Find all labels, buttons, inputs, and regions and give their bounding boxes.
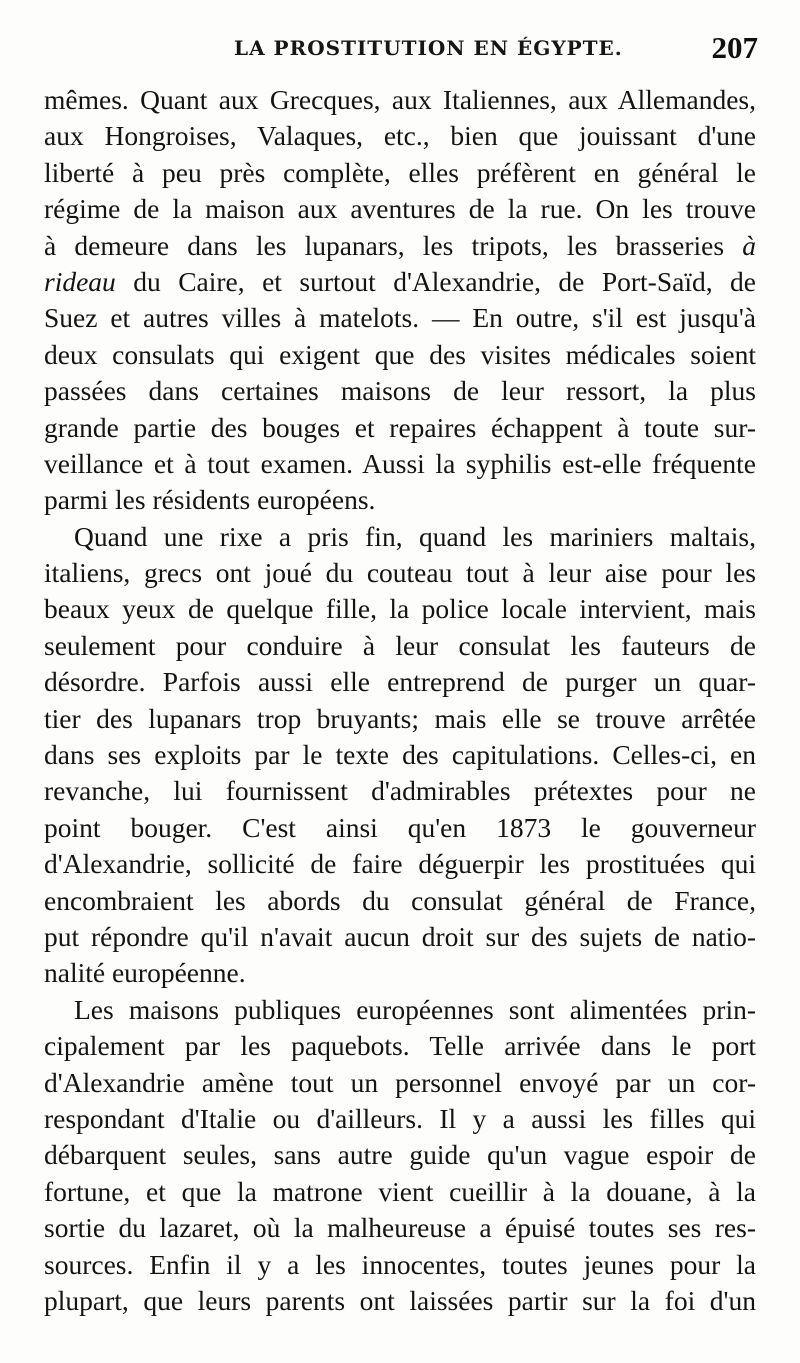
text-line: sortie du lazaret, où la malheureuse a épuisé toutes ses res- [44, 1212, 756, 1244]
body-text [44, 82, 756, 1319]
text-line: Suez et autres villes à matelots. — En outre, s'il est jusqu'à [44, 302, 756, 334]
text-line: passées dans certaines maisons de leur ressort, la plus [44, 375, 756, 407]
text-line: à demeure dans les lupanars, les tripots, les brasseries à [44, 229, 756, 261]
running-title: LA PROSTITUTION EN ÉGYPTE. [234, 36, 623, 60]
text-line: mêmes. Quant aux Grecques, aux Italiennes, aux Allemandes, [44, 84, 756, 115]
text-line: rideau du Caire, et surtout d'Alexandrie, de Port-Saïd, de [44, 265, 756, 297]
text-line: dans ses exploits par le texte des capitulations. Celles-ci, en [44, 739, 756, 771]
text-line: put répondre qu'il n'avait aucun droit sur des sujets de natio- [44, 920, 756, 952]
text-line: liberté à peu près complète, elles préfèrent en général le [44, 156, 756, 188]
text-line: plupart, que leurs parents ont laissées partir sur la foi d'un [44, 1284, 756, 1316]
text-line: Les maisons publiques européennes sont alimentées prin- [74, 993, 756, 1025]
text-line: respondant d'Italie ou d'ailleurs. Il y a aussi les filles qui [44, 1102, 756, 1134]
text-line: beaux yeux de quelque fille, la police locale intervient, mais [44, 593, 756, 625]
text-line: tier des lupanars trop bruyants; mais elle se trouve arrêtée [44, 702, 756, 734]
paragraph-2 [44, 519, 756, 992]
text-line: d'Alexandrie amène tout un personnel envoyé par un cor- [44, 1066, 756, 1098]
text-line: d'Alexandrie, sollicité de faire déguerpir les prostituées qui [44, 848, 756, 880]
paragraph-1 [44, 82, 756, 519]
text-line: désordre. Parfois aussi elle entreprend de purger un quar- [44, 666, 756, 698]
text-line: débarquent seules, sans autre guide qu'un vague espoir de [44, 1139, 756, 1171]
text-line: Quand une rixe a pris fin, quand les mariniers maltais, [74, 520, 756, 552]
text-line: nalité européenne. [44, 957, 246, 989]
text-line: régime de la maison aux aventures de la rue. On les trouve [44, 193, 756, 225]
text-line: grande partie des bouges et repaires échappent à toute sur- [44, 411, 756, 443]
text-line: veillance et à tout examen. Aussi la syphilis est-elle fréquente [44, 447, 756, 479]
text-line: cipalement par les paquebots. Telle arrivée dans le port [44, 1030, 756, 1062]
text-line: deux consulats qui exigent que des visites médicales soient [44, 338, 756, 370]
text-line: parmi les résidents européens. [44, 484, 376, 516]
paragraph-3 [44, 992, 756, 1320]
text-line: italiens, grecs ont joué du couteau tout à leur aise pour les [44, 557, 756, 589]
text-line: aux Hongroises, Valaques, etc., bien que jouissant d'une [44, 120, 756, 152]
text-line: encombraient les abords du consulat général de France, [44, 884, 756, 916]
text-line: sources. Enfin il y a les innocentes, toutes jeunes pour la [44, 1248, 756, 1280]
text-line: point bouger. C'est ainsi qu'en 1873 le gouverneur [44, 811, 756, 843]
page-number: 207 [711, 30, 758, 65]
text-line: seulement pour conduire à leur consulat les fauteurs de [44, 629, 756, 661]
page-header [44, 30, 760, 70]
text-line: fortune, et que la matrone vient cueillir à la douane, à la [44, 1175, 756, 1207]
text-line: revanche, lui fournissent d'admirables prétextes pour ne [44, 775, 756, 807]
